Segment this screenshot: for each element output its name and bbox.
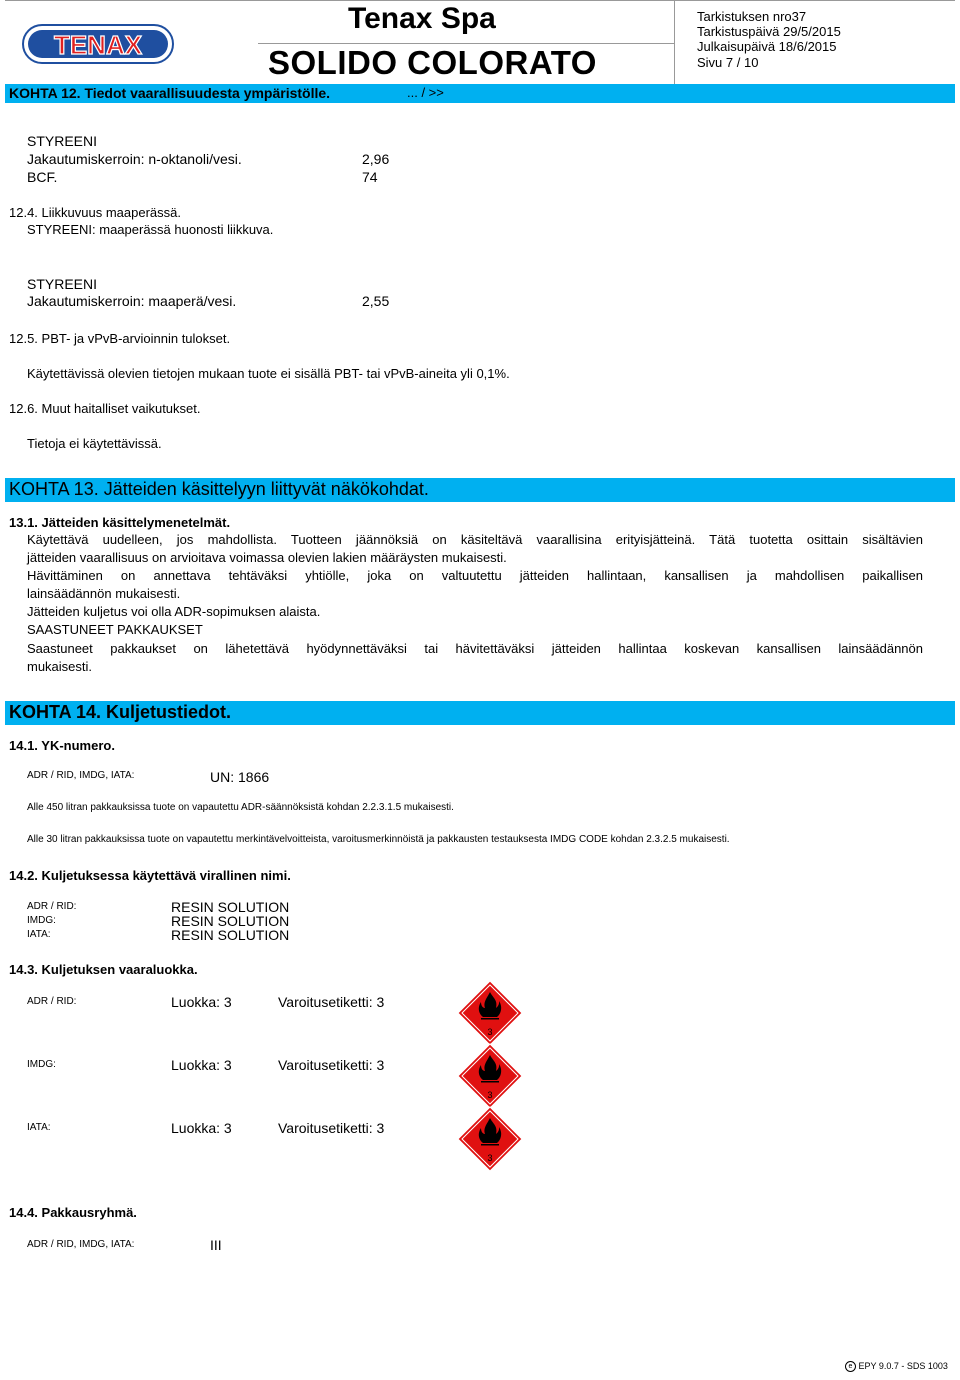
sticker-value-iata: Varoitusetiketti: 3 xyxy=(278,1120,385,1136)
waste-paragraph-1b: jätteiden vaarallisuus on arvioitava voimassa olevien lakien määräysten mukaisesti. xyxy=(27,550,507,565)
section-14-title: KOHTA 14. Kuljetustiedot. xyxy=(9,702,232,722)
styrene-label-2: STYREENI xyxy=(27,276,98,292)
name-label-iata: IATA: xyxy=(27,929,51,940)
class-label-iata: IATA: xyxy=(27,1122,51,1133)
company-name: Tenax Spa xyxy=(348,2,496,35)
epy-logo-icon: e xyxy=(845,1361,856,1372)
revision-date: Tarkistuspäivä 29/5/2015 xyxy=(697,24,841,39)
section-12-6-text: Tietoja ei käytettävissä. xyxy=(27,436,162,451)
section-14-2-title: 14.2. Kuljetuksessa käytettävä virallinen nimi. xyxy=(9,868,291,883)
name-value-iata: RESIN SOLUTION xyxy=(171,927,290,943)
name-value-adr: RESIN SOLUTION xyxy=(171,899,290,915)
logo-text: TENAX xyxy=(53,30,143,60)
section-14-4-title: 14.4. Pakkausryhmä. xyxy=(9,1205,137,1220)
section-13-header xyxy=(5,478,955,502)
section-13-title: KOHTA 13. Jätteiden käsittelyyn liittyvät näkökohdat. xyxy=(9,479,429,499)
waste-paragraph-2: Hävittäminen on annettava tehtäväksi yhtiölle, joka on valtuutettu jätteiden hallintaan, kansallisen ja mahdollisen paikallisen xyxy=(27,568,923,583)
bcf-label: BCF. xyxy=(27,169,58,185)
section-12-4-title: 12.4. Liikkuvuus maaperässä. xyxy=(9,205,181,220)
koc-label: Jakautumiskerroin: maaperä/vesi. xyxy=(27,293,237,309)
section-13-1-title: 13.1. Jätteiden käsittelymenetelmät. xyxy=(9,515,231,530)
class-label-imdg: IMDG: xyxy=(27,1059,56,1070)
revision-number: Tarkistuksen nro37 xyxy=(697,9,807,24)
product-name: SOLIDO COLORATO xyxy=(268,44,597,81)
section-12-title: KOHTA 12. Tiedot vaarallisuudesta ympäristölle. xyxy=(9,85,331,101)
section-12-header xyxy=(5,84,955,103)
header-frame xyxy=(5,0,955,1)
styrene-label-1: STYREENI xyxy=(27,133,98,149)
name-label-imdg: IMDG: xyxy=(27,915,56,926)
section-12-5-text: Käytettävissä olevien tietojen mukaan tuote ei sisällä PBT- tai vPvB-aineita yli 0,1%. xyxy=(27,366,510,381)
flammable-liquid-pictogram-icon xyxy=(457,1106,523,1172)
section-12-5-title: 12.5. PBT- ja vPvB-arvioinnin tulokset. xyxy=(9,331,231,346)
flammable-liquid-pictogram-icon xyxy=(457,1043,523,1109)
sticker-value-imdg: Varoitusetiketti: 3 xyxy=(278,1057,385,1073)
section-14-3-title: 14.3. Kuljetuksen vaaraluokka. xyxy=(9,962,198,977)
waste-paragraph-3: Jätteiden kuljetus voi olla ADR-sopimuksen alaista. xyxy=(27,604,321,619)
page-number: Sivu 7 / 10 xyxy=(697,55,759,70)
waste-paragraph-1: Käytettävä uudelleen, jos mahdollista. Tuotteen jäännöksiä on käsiteltävä vaarallisina erityisjätteinä. Tätä tuotetta osittain sisältävien xyxy=(27,532,923,547)
section-14-header xyxy=(5,701,955,725)
footer-version xyxy=(845,1361,948,1372)
tenax-logo xyxy=(22,24,174,64)
sticker-value-adr: Varoitusetiketti: 3 xyxy=(278,994,385,1010)
class-label-adr: ADR / RID: xyxy=(27,996,77,1007)
waste-paragraph-5b: mukaisesti. xyxy=(27,659,93,674)
pictogram-number-adr: 3 xyxy=(487,1027,493,1037)
section-14-1-title: 14.1. YK-numero. xyxy=(9,738,115,753)
waste-paragraph-5: Saastuneet pakkaukset on lähetettävä hyödynnettäväksi tai hävitettäväksi jätteiden hallintaa koskevan kansallisen lainsäädännön xyxy=(27,641,923,656)
bcf-value: 74 xyxy=(362,169,378,185)
class-value-adr: Luokka: 3 xyxy=(171,994,232,1010)
header-vertical-rule xyxy=(674,0,675,84)
name-label-adr: ADR / RID: xyxy=(27,901,77,912)
packing-group-label: ADR / RID, IMDG, IATA: xyxy=(27,1239,135,1250)
publish-date: Julkaisupäivä 18/6/2015 xyxy=(697,39,837,54)
name-value-imdg: RESIN SOLUTION xyxy=(171,913,290,929)
section-12-6-title: 12.6. Muut haitalliset vaikutukset. xyxy=(9,401,201,416)
class-value-imdg: Luokka: 3 xyxy=(171,1057,232,1073)
flammable-liquid-pictogram-icon xyxy=(457,980,523,1046)
section-12-4-text: STYREENI: maaperässä huonosti liikkuva. xyxy=(27,222,274,237)
exemption-note-1: Alle 450 litran pakkauksissa tuote on vapautettu ADR-säännöksistä kohdan 2.2.3.1.5 mukaisesti. xyxy=(27,802,454,813)
packing-group-value: III xyxy=(210,1237,222,1253)
exemption-note-2: Alle 30 litran pakkauksissa tuote on vapautettu merkintävelvoitteista, varoitusmerkinnöistä ja pakkausten testauksesta IMDG CODE kohdan 2.3.2.5 mukaisesti. xyxy=(27,834,730,845)
kow-value: 2,96 xyxy=(362,151,390,167)
contaminated-packaging-heading: SAASTUNEET PAKKAUKSET xyxy=(27,622,203,637)
continuation-marker: ... / >> xyxy=(407,85,444,100)
un-label: ADR / RID, IMDG, IATA: xyxy=(27,770,135,781)
waste-paragraph-2b: lainsäädännön mukaisesti. xyxy=(27,586,181,601)
class-value-iata: Luokka: 3 xyxy=(171,1120,232,1136)
pictogram-number-imdg: 3 xyxy=(487,1090,493,1100)
pictogram-number-iata: 3 xyxy=(487,1153,493,1163)
koc-value: 2,55 xyxy=(362,293,390,309)
kow-label: Jakautumiskerroin: n-oktanoli/vesi. xyxy=(27,151,242,167)
footer-text: EPY 9.0.7 - SDS 1003 xyxy=(858,1361,948,1371)
un-value: UN: 1866 xyxy=(210,769,270,785)
